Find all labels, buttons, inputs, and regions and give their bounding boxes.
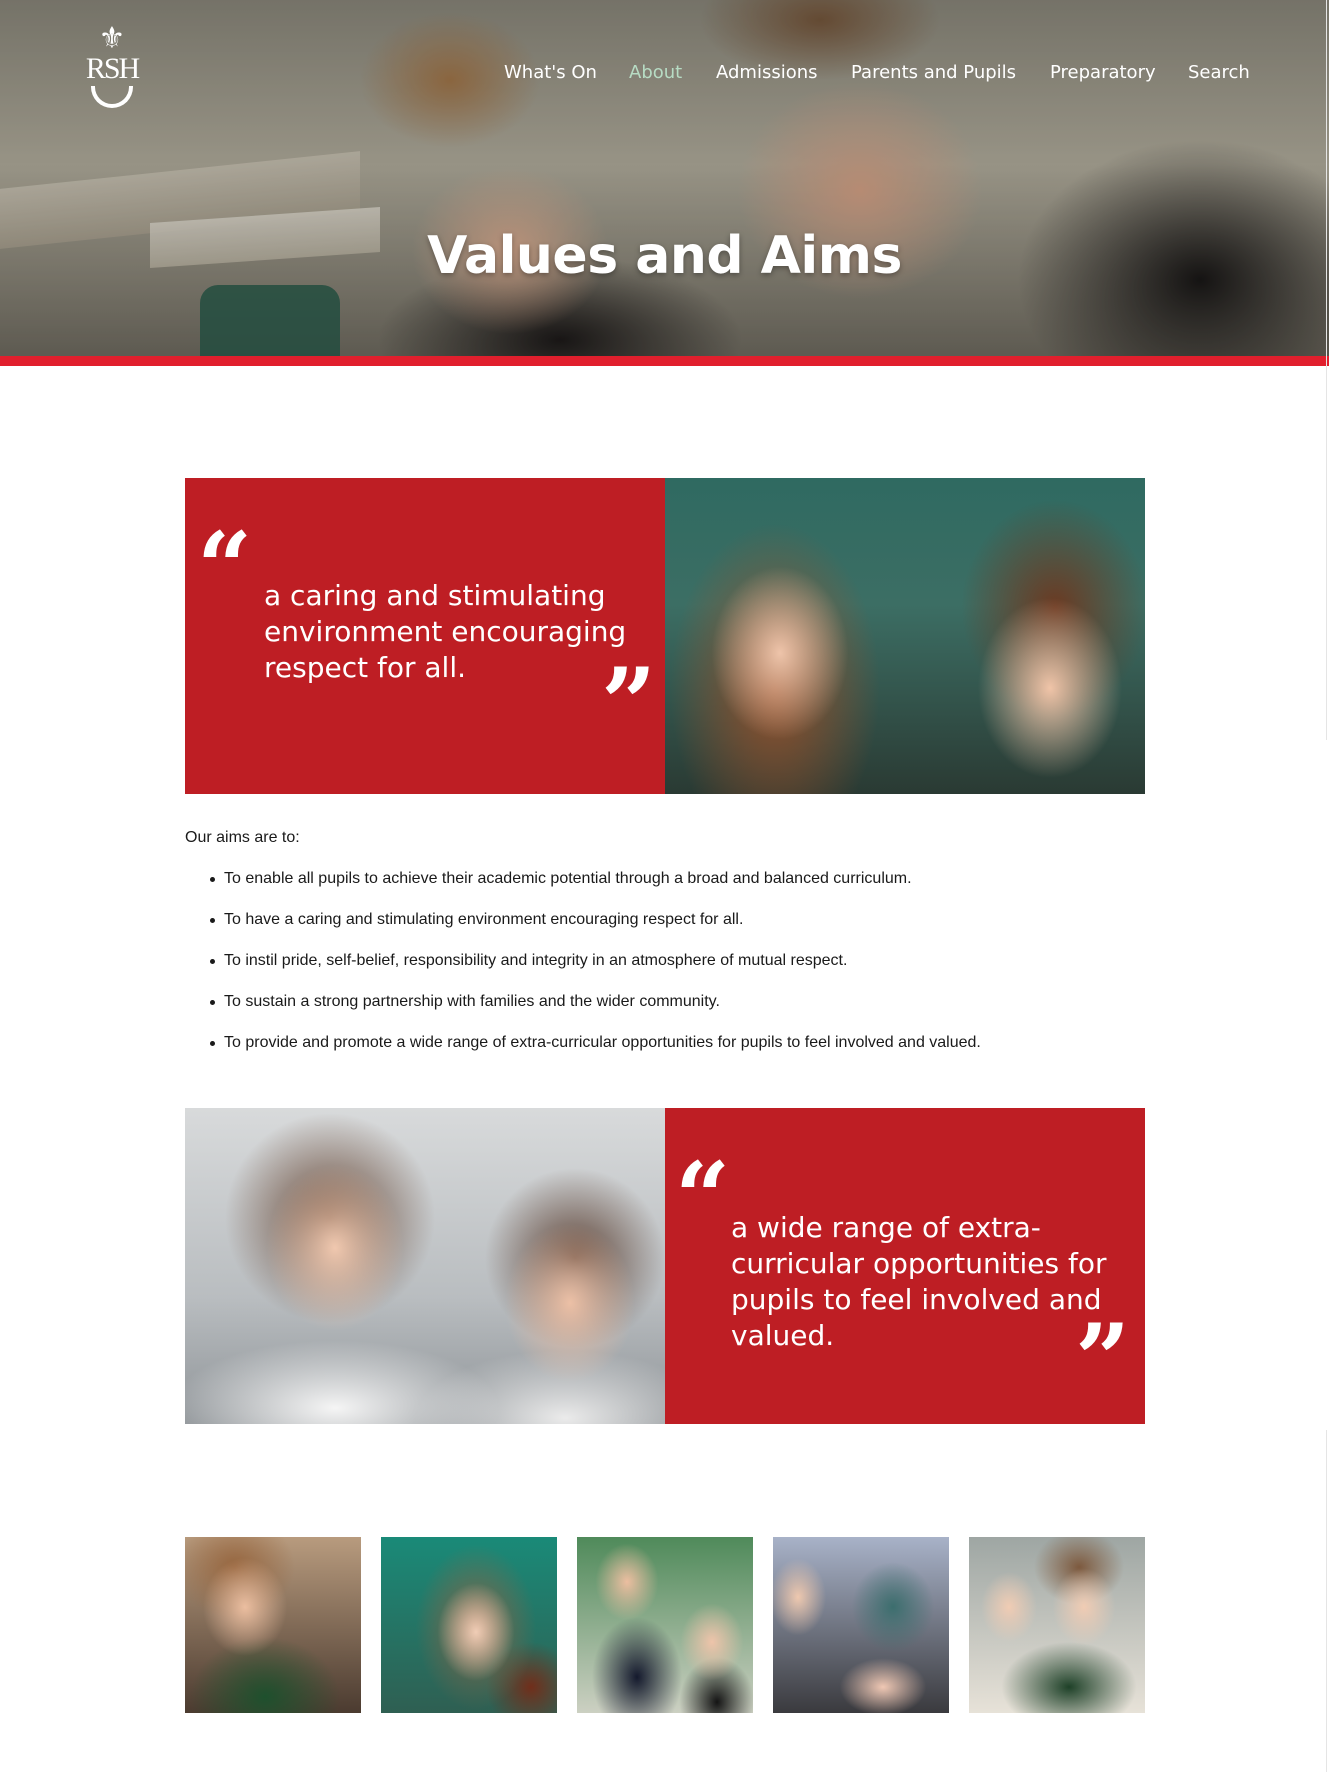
gallery-thumbnail[interactable] (185, 1537, 361, 1713)
open-quote-icon: “ (675, 1141, 731, 1254)
nav-item-search[interactable]: Search (1188, 62, 1250, 83)
close-quote-icon: ” (1075, 1303, 1131, 1416)
list-item: To provide and promote a wide range of extra-curricular opportunities for pupils to feel involved and valued. (224, 1032, 1124, 1073)
open-quote-icon: “ (197, 511, 253, 624)
list-item: To enable all pupils to achieve their academic potential through a broad and balanced curriculum. (224, 868, 1124, 909)
fleur-de-lis-crest-icon: ⚜ (98, 21, 126, 56)
quote-text: a wide range of extra- curricular opportunities for pupils to feel involved and valued. (731, 1211, 1107, 1352)
feature-quote-block-2 (185, 1108, 1145, 1424)
feature-quote-block-1 (185, 478, 1145, 794)
quote-text: a caring and stimulating environment encouraging respect for all. (264, 579, 627, 684)
list-item: To sustain a strong partnership with families and the wider community. (224, 991, 1124, 1032)
aims-list (224, 868, 1124, 1073)
students-photo (665, 478, 1145, 794)
aims-intro: Our aims are to: (185, 829, 300, 846)
list-item: To have a caring and stimulating environment encouraging respect for all. (224, 909, 1124, 950)
gallery-thumbnail[interactable] (577, 1537, 753, 1713)
nav-item-parents-and-pupils[interactable]: Parents and Pupils (851, 62, 1017, 83)
students-photo (185, 1108, 665, 1424)
quote-panel (665, 1108, 1145, 1424)
main-nav (0, 62, 1329, 90)
list-item: To instil pride, self-belief, responsibility and integrity in an atmosphere of mutual respect. (224, 950, 1124, 991)
gallery-thumbnail[interactable] (381, 1537, 557, 1713)
nav-item-preparatory[interactable]: Preparatory (1050, 62, 1156, 83)
scrollbar[interactable] (1321, 0, 1327, 740)
quote-panel (185, 478, 665, 794)
hero-banner (0, 0, 1329, 366)
logo-monogram: RSH (85, 52, 139, 85)
scrollbar[interactable] (1321, 1430, 1327, 1772)
photo-gallery (185, 1537, 1145, 1713)
hero-accent-bar (0, 356, 1329, 366)
page-title: Values and Aims (427, 226, 902, 286)
nav-item-admissions[interactable]: Admissions (716, 62, 818, 83)
gallery-thumbnail[interactable] (969, 1537, 1145, 1713)
nav-item-about[interactable]: About (629, 62, 683, 83)
close-quote-icon: ” (601, 647, 657, 760)
nav-item-whats-on[interactable]: What's On (504, 62, 597, 83)
gallery-thumbnail[interactable] (773, 1537, 949, 1713)
